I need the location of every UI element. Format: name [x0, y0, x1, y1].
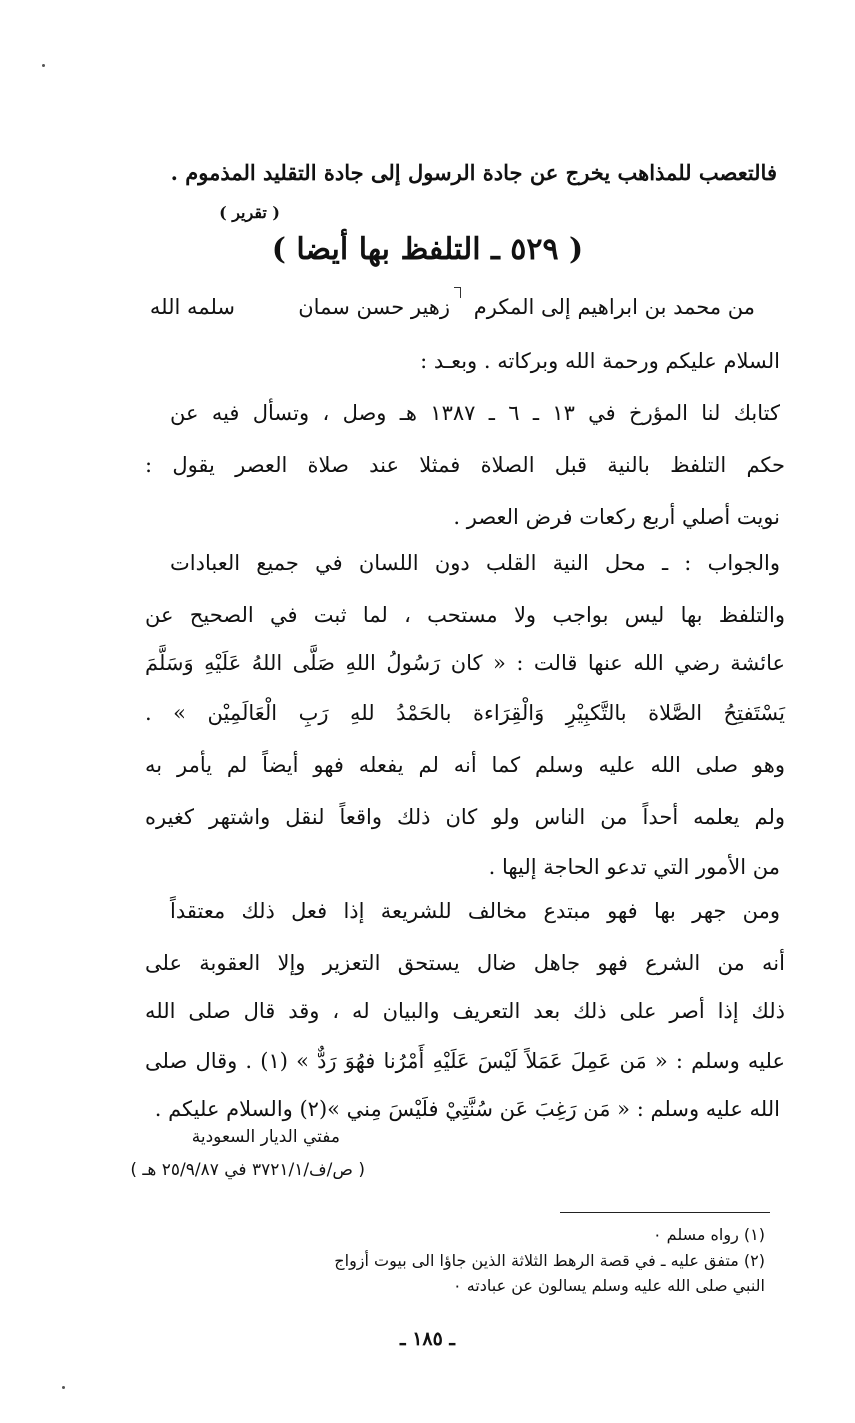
body-line: نويت أصلي أربع ركعات فرض العصر .: [453, 505, 780, 529]
body-line: الله عليه وسلم : « مَن رَغِبَ عَن سُنَّتِيْ فلَيْسَ مِني »(٢) والسلام عليكم .: [154, 1097, 780, 1121]
footnote: (١) رواه مسلم ٠: [652, 1225, 765, 1244]
body-line: يَسْتَفتِحُ الصَّلاة بالتَّكبِيْرِ وَالْقِرَاءة بالحَمْدُ للهِ رَبِ الْعَالَمِيْن » .: [145, 701, 785, 725]
body-line: ذلك إذا أصر على ذلك بعد التعريف والبيان له ، وقد قال صلى الله: [145, 999, 785, 1023]
scan-speck: [42, 64, 45, 67]
greeting: السلام عليكم ورحمة الله وبركاته . وبعـد :: [420, 349, 780, 373]
body-line: حكم التلفظ بالنية قبل الصلاة فمثلا عند صلاة العصر يقول :: [145, 453, 786, 477]
body-line: ومن جهر بها فهو مبتدع مخالف للشريعة إذا فعل ذلك معتقداً: [170, 899, 780, 923]
footnote: النبي صلى الله عليه وسلم يسالون عن عبادته ٠: [453, 1276, 765, 1295]
address-from: من محمد بن ابراهيم إلى المكرم: [473, 295, 755, 319]
signature: مفتي الديار السعودية: [191, 1127, 340, 1147]
opening-line: فالتعصب للمذاهب يخرج عن جادة الرسول إلى جادة التقليد المذموم .: [170, 160, 777, 185]
section-heading: ( ٥٢٩ ـ التلفظ بها أيضا ): [271, 232, 584, 267]
body-line: عليه وسلم : « مَن عَمِلَ عَمَلاً لَيْسَ عَلَيْهِ أَمْرُنا فهُوَ رَدٌّ » (١) . وقال صلى: [145, 1049, 785, 1073]
bracket-mark: [454, 287, 461, 298]
body-line: عائشة رضي الله عنها قالت : « كان رَسُولُ اللهِ صَلَّى اللهُ عَلَيْهِ وَسَلَّمَ: [145, 651, 785, 675]
reference-number: ( ص/ف/٣٧٢١/١ في ٢٥/٩/٨٧ هـ ): [130, 1160, 365, 1180]
body-line: من الأمور التي تدعو الحاجة إليها .: [488, 855, 780, 879]
footnote-divider: [560, 1212, 770, 1213]
address-name: زهير حسن سمان: [298, 295, 450, 319]
body-line: أنه من الشرع فهو جاهل ضال يستحق التعزير وإلا العقوبة على: [145, 951, 785, 975]
page-number: ـ ١٨٥ ـ: [400, 1328, 455, 1350]
source-tag: ( تقرير ): [219, 203, 280, 222]
body-line: ولم يعلمه أحداً من الناس ولو كان ذلك واقعاً لنقل واشتهر كغيره: [145, 805, 785, 829]
footnote: (٢) متفق عليه ـ في قصة الرهط الثلاثة الذين جاؤا الى بيوت أزواج: [334, 1251, 765, 1270]
scan-speck: [62, 1386, 65, 1389]
body-line: وهو صلى الله عليه وسلم كما أنه لم يفعله فهو أيضاً لم يأمر به: [145, 753, 785, 777]
body-line: والتلفظ بها ليس بواجب ولا مستحب ، لما ثبت في الصحيح عن: [145, 603, 785, 627]
body-line: كتابك لنا المؤرخ في ١٣ ـ ٦ ـ ١٣٨٧ هـ وصل ، وتسأل فيه عن: [170, 401, 780, 425]
body-line: والجواب : ـ محل النية القلب دون اللسان في جميع العبادات: [170, 551, 780, 575]
address-blessing: سلمه الله: [149, 295, 235, 319]
